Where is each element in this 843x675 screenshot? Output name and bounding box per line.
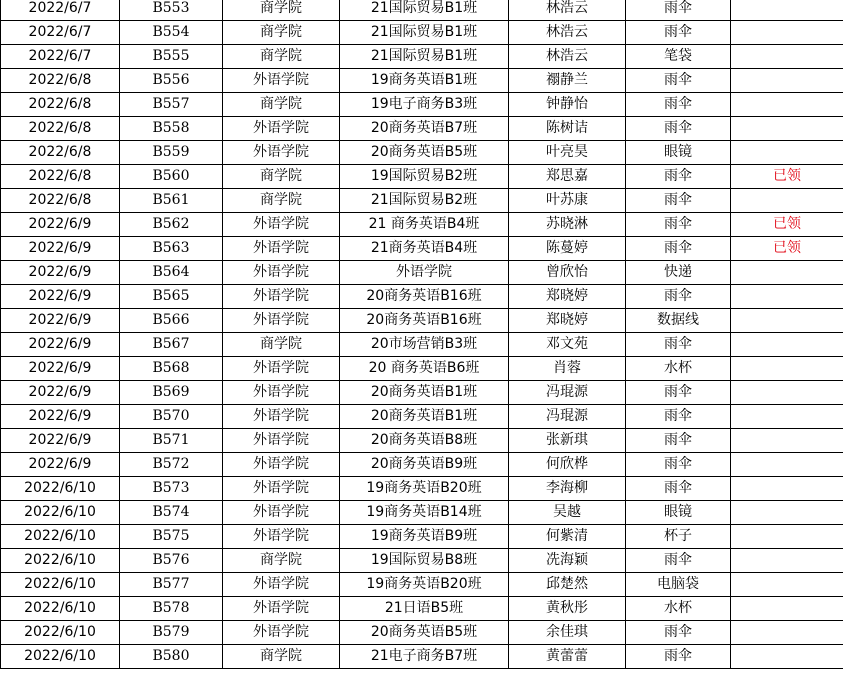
college-cell[interactable]: 外语学院 bbox=[223, 141, 340, 165]
item-cell[interactable]: 水杯 bbox=[626, 357, 731, 381]
status-cell[interactable]: 已领 bbox=[731, 165, 843, 189]
code-cell[interactable]: B572 bbox=[120, 453, 223, 477]
table-row bbox=[1, 285, 843, 309]
code-cell[interactable]: B579 bbox=[120, 621, 223, 645]
status-cell[interactable] bbox=[731, 309, 843, 333]
name-cell[interactable]: 黄蕾蕾 bbox=[509, 645, 626, 669]
class-cell[interactable]: 20商务英语B5班 bbox=[340, 141, 509, 165]
date-cell[interactable]: 2022/6/10 bbox=[1, 477, 120, 501]
name-cell[interactable]: 邱楚然 bbox=[509, 573, 626, 597]
table-row bbox=[1, 189, 843, 213]
name-cell[interactable]: 冯琨源 bbox=[509, 405, 626, 429]
college-cell[interactable]: 外语学院 bbox=[223, 429, 340, 453]
name-cell[interactable]: 吴越 bbox=[509, 501, 626, 525]
status-cell[interactable] bbox=[731, 477, 843, 501]
name-cell[interactable]: 余佳琪 bbox=[509, 621, 626, 645]
date-cell[interactable]: 2022/6/9 bbox=[1, 333, 120, 357]
code-cell[interactable]: B556 bbox=[120, 69, 223, 93]
item-cell[interactable]: 雨伞 bbox=[626, 621, 731, 645]
date-cell[interactable]: 2022/6/8 bbox=[1, 189, 120, 213]
name-cell[interactable]: 冼海颖 bbox=[509, 549, 626, 573]
college-cell[interactable]: 外语学院 bbox=[223, 285, 340, 309]
item-cell[interactable]: 快递 bbox=[626, 261, 731, 285]
date-cell[interactable]: 2022/6/8 bbox=[1, 93, 120, 117]
item-cell[interactable]: 水杯 bbox=[626, 597, 731, 621]
item-cell[interactable]: 雨伞 bbox=[626, 213, 731, 237]
item-cell[interactable]: 笔袋 bbox=[626, 45, 731, 69]
code-cell[interactable]: B555 bbox=[120, 45, 223, 69]
code-cell[interactable]: B570 bbox=[120, 405, 223, 429]
college-cell[interactable]: 外语学院 bbox=[223, 309, 340, 333]
name-cell[interactable]: 陈蔓婷 bbox=[509, 237, 626, 261]
college-cell[interactable]: 外语学院 bbox=[223, 381, 340, 405]
date-cell[interactable]: 2022/6/10 bbox=[1, 597, 120, 621]
name-cell[interactable]: 林浩云 bbox=[509, 21, 626, 45]
status-cell[interactable] bbox=[731, 141, 843, 165]
code-cell[interactable]: B564 bbox=[120, 261, 223, 285]
college-cell[interactable]: 外语学院 bbox=[223, 213, 340, 237]
name-cell[interactable]: 钟静怡 bbox=[509, 93, 626, 117]
college-cell[interactable]: 外语学院 bbox=[223, 357, 340, 381]
name-cell[interactable]: 黄秋彤 bbox=[509, 597, 626, 621]
date-cell[interactable]: 2022/6/8 bbox=[1, 69, 120, 93]
item-cell[interactable]: 雨伞 bbox=[626, 549, 731, 573]
status-cell[interactable] bbox=[731, 333, 843, 357]
item-cell[interactable]: 眼镜 bbox=[626, 501, 731, 525]
name-cell[interactable]: 林浩云 bbox=[509, 0, 626, 21]
status-cell[interactable] bbox=[731, 285, 843, 309]
date-cell[interactable]: 2022/6/10 bbox=[1, 501, 120, 525]
table-row bbox=[1, 525, 843, 549]
class-cell[interactable]: 21国际贸易B1班 bbox=[340, 45, 509, 69]
status-cell[interactable] bbox=[731, 93, 843, 117]
class-cell[interactable]: 20市场营销B3班 bbox=[340, 333, 509, 357]
class-cell[interactable]: 20 商务英语B6班 bbox=[340, 357, 509, 381]
date-cell[interactable]: 2022/6/10 bbox=[1, 525, 120, 549]
date-cell[interactable]: 2022/6/9 bbox=[1, 285, 120, 309]
date-cell[interactable]: 2022/6/9 bbox=[1, 429, 120, 453]
date-cell[interactable]: 2022/6/9 bbox=[1, 405, 120, 429]
status-cell[interactable]: 已领 bbox=[731, 237, 843, 261]
status-cell[interactable] bbox=[731, 549, 843, 573]
item-cell[interactable]: 雨伞 bbox=[626, 645, 731, 669]
item-cell[interactable]: 杯子 bbox=[626, 525, 731, 549]
college-cell[interactable]: 商学院 bbox=[223, 21, 340, 45]
status-cell[interactable] bbox=[731, 117, 843, 141]
table-row bbox=[1, 141, 843, 165]
name-cell[interactable]: 曾欣怡 bbox=[509, 261, 626, 285]
college-cell[interactable]: 外语学院 bbox=[223, 69, 340, 93]
college-cell[interactable]: 外语学院 bbox=[223, 453, 340, 477]
table-row bbox=[1, 333, 843, 357]
status-cell[interactable] bbox=[731, 381, 843, 405]
code-cell[interactable]: B578 bbox=[120, 597, 223, 621]
date-cell[interactable]: 2022/6/8 bbox=[1, 117, 120, 141]
college-cell[interactable]: 外语学院 bbox=[223, 477, 340, 501]
code-cell[interactable]: B575 bbox=[120, 525, 223, 549]
date-cell[interactable]: 2022/6/7 bbox=[1, 0, 120, 21]
name-cell[interactable]: 邓文苑 bbox=[509, 333, 626, 357]
table-row bbox=[1, 381, 843, 405]
status-cell[interactable] bbox=[731, 0, 843, 21]
table-row bbox=[1, 549, 843, 573]
item-cell[interactable]: 雨伞 bbox=[626, 237, 731, 261]
date-cell[interactable]: 2022/6/9 bbox=[1, 357, 120, 381]
date-cell[interactable]: 2022/6/8 bbox=[1, 165, 120, 189]
date-cell[interactable]: 2022/6/8 bbox=[1, 141, 120, 165]
name-cell[interactable]: 陈树诘 bbox=[509, 117, 626, 141]
date-cell[interactable]: 2022/6/10 bbox=[1, 621, 120, 645]
item-cell[interactable]: 雨伞 bbox=[626, 0, 731, 21]
name-cell[interactable]: 林浩云 bbox=[509, 45, 626, 69]
date-cell[interactable]: 2022/6/9 bbox=[1, 381, 120, 405]
status-cell[interactable] bbox=[731, 45, 843, 69]
status-cell[interactable] bbox=[731, 525, 843, 549]
class-cell[interactable]: 21国际贸易B1班 bbox=[340, 0, 509, 21]
status-cell[interactable] bbox=[731, 405, 843, 429]
table-row bbox=[1, 237, 843, 261]
college-cell[interactable]: 商学院 bbox=[223, 333, 340, 357]
code-cell[interactable]: B562 bbox=[120, 213, 223, 237]
name-cell[interactable]: 苏晓淋 bbox=[509, 213, 626, 237]
item-cell[interactable]: 雨伞 bbox=[626, 381, 731, 405]
college-cell[interactable]: 外语学院 bbox=[223, 117, 340, 141]
code-cell[interactable]: B576 bbox=[120, 549, 223, 573]
class-cell[interactable]: 21电子商务B7班 bbox=[340, 645, 509, 669]
item-cell[interactable]: 雨伞 bbox=[626, 69, 731, 93]
code-cell[interactable]: B567 bbox=[120, 333, 223, 357]
date-cell[interactable]: 2022/6/9 bbox=[1, 213, 120, 237]
code-cell[interactable]: B565 bbox=[120, 285, 223, 309]
date-cell[interactable]: 2022/6/10 bbox=[1, 645, 120, 669]
code-cell[interactable]: B573 bbox=[120, 477, 223, 501]
status-cell[interactable]: 已领 bbox=[731, 213, 843, 237]
college-cell[interactable]: 外语学院 bbox=[223, 501, 340, 525]
class-cell[interactable]: 21国际贸易B2班 bbox=[340, 189, 509, 213]
code-cell[interactable]: B559 bbox=[120, 141, 223, 165]
table-row bbox=[1, 357, 843, 381]
item-cell[interactable]: 电脑袋 bbox=[626, 573, 731, 597]
name-cell[interactable]: 叶亮昊 bbox=[509, 141, 626, 165]
class-cell[interactable]: 20商务英语B9班 bbox=[340, 453, 509, 477]
name-cell[interactable]: 李海柳 bbox=[509, 477, 626, 501]
date-cell[interactable]: 2022/6/9 bbox=[1, 261, 120, 285]
class-cell[interactable]: 21国际贸易B1班 bbox=[340, 21, 509, 45]
status-cell[interactable] bbox=[731, 645, 843, 669]
code-cell[interactable]: B557 bbox=[120, 93, 223, 117]
name-cell[interactable]: 张新琪 bbox=[509, 429, 626, 453]
name-cell[interactable]: 何紫清 bbox=[509, 525, 626, 549]
code-cell[interactable]: B574 bbox=[120, 501, 223, 525]
name-cell[interactable]: 何欣桦 bbox=[509, 453, 626, 477]
table-row bbox=[1, 501, 843, 525]
college-cell[interactable]: 商学院 bbox=[223, 165, 340, 189]
class-cell[interactable]: 外语学院 bbox=[340, 261, 509, 285]
class-cell[interactable]: 19商务英语B14班 bbox=[340, 501, 509, 525]
status-cell[interactable] bbox=[731, 357, 843, 381]
code-cell[interactable]: B561 bbox=[120, 189, 223, 213]
table-row bbox=[1, 477, 843, 501]
table-row bbox=[1, 645, 843, 669]
table-row bbox=[1, 621, 843, 645]
college-cell[interactable]: 商学院 bbox=[223, 645, 340, 669]
college-cell[interactable]: 外语学院 bbox=[223, 621, 340, 645]
item-cell[interactable]: 雨伞 bbox=[626, 429, 731, 453]
college-cell[interactable]: 商学院 bbox=[223, 189, 340, 213]
item-cell[interactable]: 雨伞 bbox=[626, 21, 731, 45]
name-cell[interactable]: 郑思嘉 bbox=[509, 165, 626, 189]
table-body bbox=[1, 0, 843, 669]
college-cell[interactable]: 外语学院 bbox=[223, 525, 340, 549]
status-cell[interactable] bbox=[731, 621, 843, 645]
college-cell[interactable]: 商学院 bbox=[223, 549, 340, 573]
status-cell[interactable] bbox=[731, 573, 843, 597]
class-cell[interactable]: 19商务英语B20班 bbox=[340, 573, 509, 597]
college-cell[interactable]: 外语学院 bbox=[223, 261, 340, 285]
class-cell[interactable]: 20商务英语B16班 bbox=[340, 285, 509, 309]
class-cell[interactable]: 21日语B5班 bbox=[340, 597, 509, 621]
college-cell[interactable]: 外语学院 bbox=[223, 597, 340, 621]
table-row bbox=[1, 21, 843, 45]
class-cell[interactable]: 21商务英语B4班 bbox=[340, 237, 509, 261]
item-cell[interactable]: 雨伞 bbox=[626, 117, 731, 141]
name-cell[interactable]: 郑晓婷 bbox=[509, 285, 626, 309]
date-cell[interactable]: 2022/6/7 bbox=[1, 45, 120, 69]
table-row bbox=[1, 573, 843, 597]
item-cell[interactable]: 雨伞 bbox=[626, 165, 731, 189]
name-cell[interactable]: 禤静兰 bbox=[509, 69, 626, 93]
code-cell[interactable]: B560 bbox=[120, 165, 223, 189]
date-cell[interactable]: 2022/6/10 bbox=[1, 573, 120, 597]
item-cell[interactable]: 雨伞 bbox=[626, 453, 731, 477]
date-cell[interactable]: 2022/6/9 bbox=[1, 453, 120, 477]
college-cell[interactable]: 外语学院 bbox=[223, 573, 340, 597]
class-cell[interactable]: 20商务英语B1班 bbox=[340, 381, 509, 405]
status-cell[interactable] bbox=[731, 69, 843, 93]
code-cell[interactable]: B554 bbox=[120, 21, 223, 45]
table-row bbox=[1, 117, 843, 141]
item-cell[interactable]: 眼镜 bbox=[626, 141, 731, 165]
item-cell[interactable]: 雨伞 bbox=[626, 189, 731, 213]
class-cell[interactable]: 20商务英语B8班 bbox=[340, 429, 509, 453]
class-cell[interactable]: 19商务英语B20班 bbox=[340, 477, 509, 501]
class-cell[interactable]: 19电子商务B3班 bbox=[340, 93, 509, 117]
table-row bbox=[1, 165, 843, 189]
status-cell[interactable] bbox=[731, 453, 843, 477]
code-cell[interactable]: B569 bbox=[120, 381, 223, 405]
item-cell[interactable]: 雨伞 bbox=[626, 333, 731, 357]
table-row bbox=[1, 597, 843, 621]
code-cell[interactable]: B577 bbox=[120, 573, 223, 597]
college-cell[interactable]: 商学院 bbox=[223, 93, 340, 117]
item-cell[interactable]: 雨伞 bbox=[626, 93, 731, 117]
table-row bbox=[1, 261, 843, 285]
table-row bbox=[1, 69, 843, 93]
table-row bbox=[1, 213, 843, 237]
item-cell[interactable]: 雨伞 bbox=[626, 405, 731, 429]
date-cell[interactable]: 2022/6/7 bbox=[1, 21, 120, 45]
status-cell[interactable] bbox=[731, 21, 843, 45]
table-row bbox=[1, 429, 843, 453]
status-cell[interactable] bbox=[731, 501, 843, 525]
item-cell[interactable]: 雨伞 bbox=[626, 477, 731, 501]
status-cell[interactable] bbox=[731, 261, 843, 285]
college-cell[interactable]: 外语学院 bbox=[223, 405, 340, 429]
name-cell[interactable]: 肖蓉 bbox=[509, 357, 626, 381]
table-row bbox=[1, 453, 843, 477]
code-cell[interactable]: B571 bbox=[120, 429, 223, 453]
status-cell[interactable] bbox=[731, 597, 843, 621]
table-row bbox=[1, 405, 843, 429]
class-cell[interactable]: 20商务英语B16班 bbox=[340, 309, 509, 333]
code-cell[interactable]: B553 bbox=[120, 0, 223, 21]
table-row bbox=[1, 93, 843, 117]
code-cell[interactable]: B563 bbox=[120, 237, 223, 261]
class-cell[interactable]: 20商务英语B5班 bbox=[340, 621, 509, 645]
table-row bbox=[1, 309, 843, 333]
code-cell[interactable]: B568 bbox=[120, 357, 223, 381]
item-cell[interactable]: 数据线 bbox=[626, 309, 731, 333]
code-cell[interactable]: B566 bbox=[120, 309, 223, 333]
college-cell[interactable]: 商学院 bbox=[223, 45, 340, 69]
status-cell[interactable] bbox=[731, 189, 843, 213]
code-cell[interactable]: B580 bbox=[120, 645, 223, 669]
class-cell[interactable]: 19国际贸易B2班 bbox=[340, 165, 509, 189]
class-cell[interactable]: 19商务英语B9班 bbox=[340, 525, 509, 549]
class-cell[interactable]: 20商务英语B1班 bbox=[340, 405, 509, 429]
date-cell[interactable]: 2022/6/9 bbox=[1, 237, 120, 261]
name-cell[interactable]: 叶苏康 bbox=[509, 189, 626, 213]
class-cell[interactable]: 20商务英语B7班 bbox=[340, 117, 509, 141]
name-cell[interactable]: 冯琨源 bbox=[509, 381, 626, 405]
class-cell[interactable]: 19国际贸易B8班 bbox=[340, 549, 509, 573]
class-cell[interactable]: 21 商务英语B4班 bbox=[340, 213, 509, 237]
code-cell[interactable]: B558 bbox=[120, 117, 223, 141]
date-cell[interactable]: 2022/6/10 bbox=[1, 549, 120, 573]
date-cell[interactable]: 2022/6/9 bbox=[1, 309, 120, 333]
college-cell[interactable]: 外语学院 bbox=[223, 237, 340, 261]
table-row bbox=[1, 0, 843, 21]
college-cell[interactable]: 商学院 bbox=[223, 0, 340, 21]
table-row bbox=[1, 45, 843, 69]
status-cell[interactable] bbox=[731, 429, 843, 453]
class-cell[interactable]: 19商务英语B1班 bbox=[340, 69, 509, 93]
name-cell[interactable]: 郑晓婷 bbox=[509, 309, 626, 333]
item-cell[interactable]: 雨伞 bbox=[626, 285, 731, 309]
